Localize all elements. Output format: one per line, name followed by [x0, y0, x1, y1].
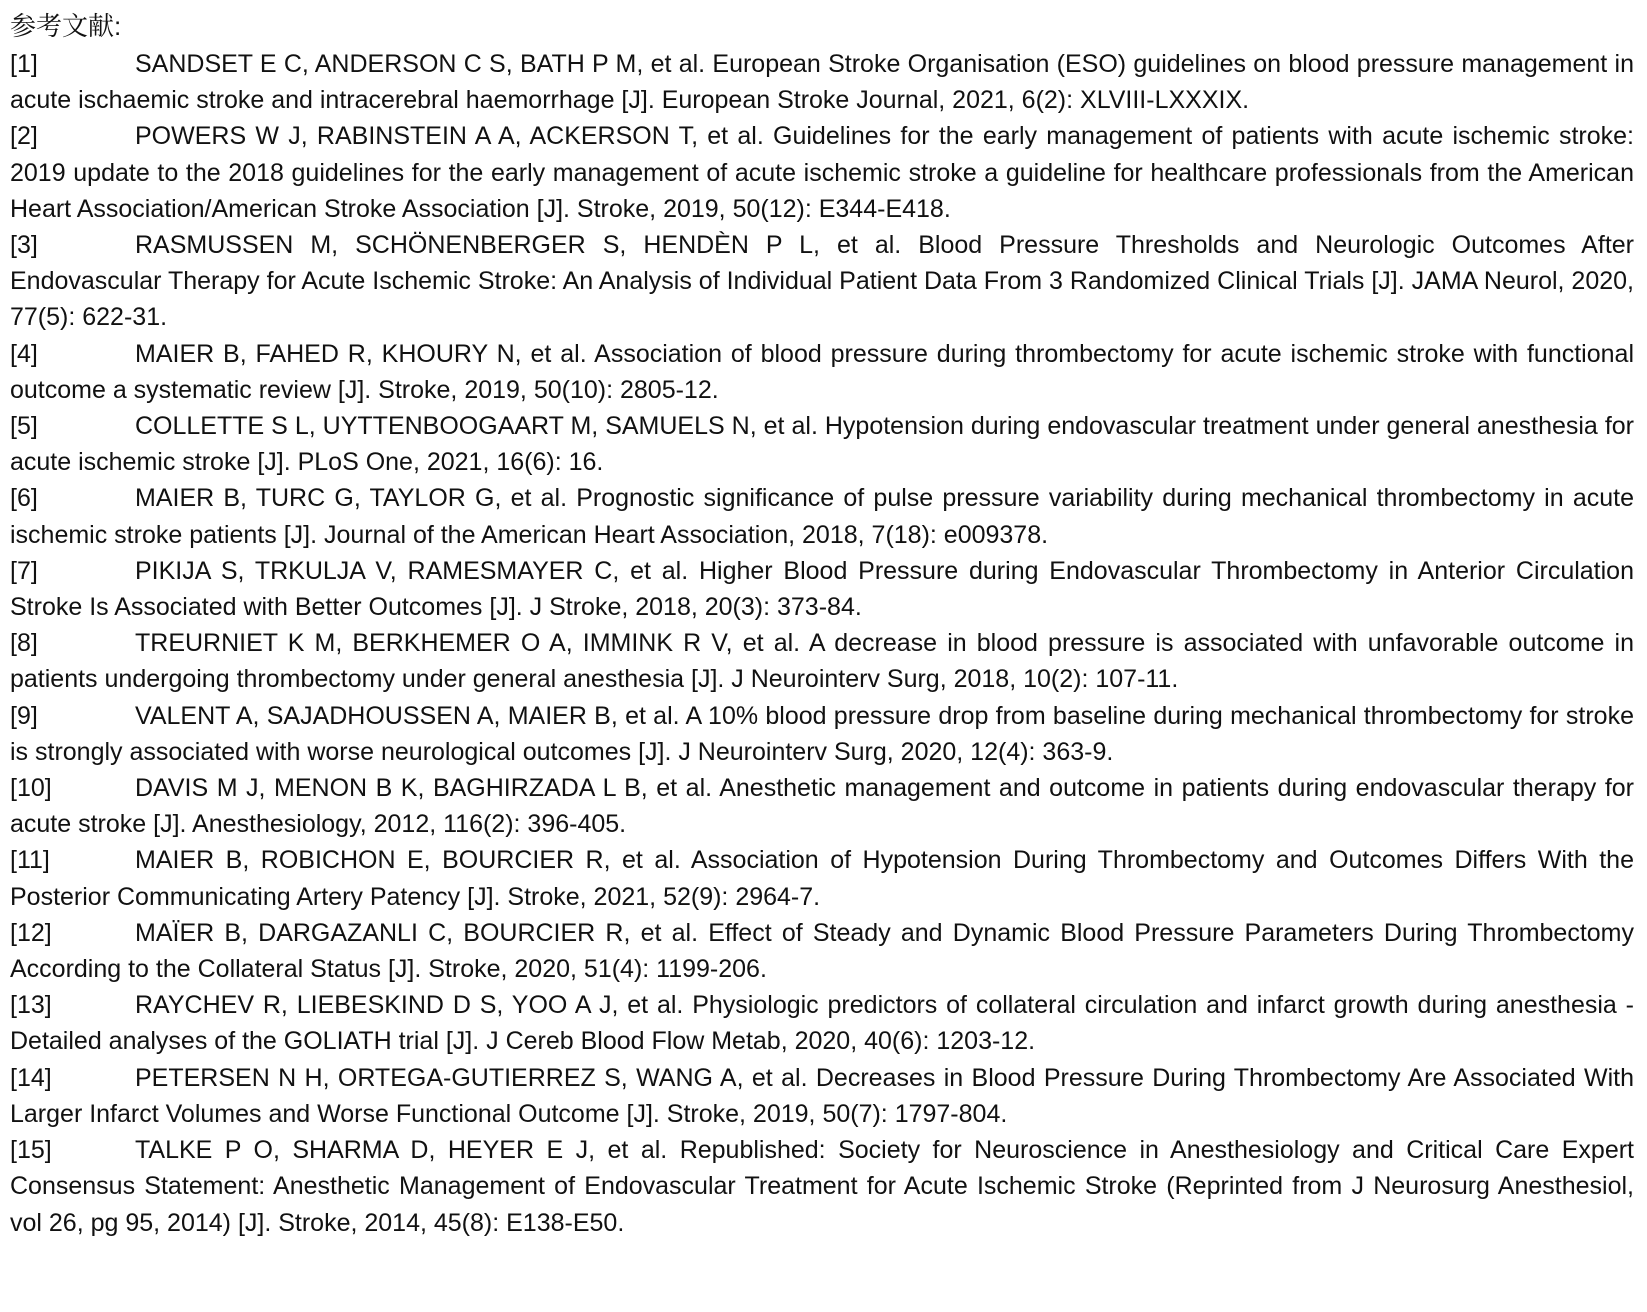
reference-text: PIKIJA S, TRKULJA V, RAMESMAYER C, et al. Higher Blood Pressure during Endovascular Thrombectomy in Anterior Circulation Stroke Is Associated with Better Outcomes [J]. J Stroke, 2018, 20(3): 373-84. — [10, 556, 1634, 622]
reference-item — [10, 480, 1634, 552]
reference-number: [14] — [10, 1063, 52, 1092]
reference-number: [5] — [10, 412, 38, 441]
reference-text: COLLETTE S L, UYTTENBOOGAART M, SAMUELS N, et al. Hypotension during endovascular treatment under general anesthesia for acute ischemic stroke [J]. PLoS One, 2021, 16(6): 16. — [10, 412, 1634, 477]
reference-item — [10, 553, 1634, 625]
reference-text: MAIER B, FAHED R, KHOURY N, et al. Association of blood pressure during thrombectomy for acute ischemic stroke with functional outcome a systematic review [J]. Stroke, 2019, 50(10): 2805-12. — [10, 339, 1634, 404]
reference-item — [10, 1132, 1634, 1241]
reference-number: [11] — [10, 846, 50, 875]
reference-number: [13] — [10, 991, 52, 1020]
reference-item — [10, 1060, 1634, 1132]
reference-number: [8] — [10, 629, 38, 658]
reference-number: [12] — [10, 918, 52, 947]
reference-list — [10, 46, 1634, 1241]
reference-text: RAYCHEV R, LIEBESKIND D S, YOO A J, et al. Physiologic predictors of collateral circulation and infarct growth during anesthesia - Detailed analyses of the GOLIATH trial [J]. J Cereb Blood Flow Metab, 2020, 40(6): 1203-12. — [10, 991, 1634, 1056]
reference-text: VALENT A, SAJADHOUSSEN A, MAIER B, et al. A 10% blood pressure drop from baseline during mechanical thrombectomy for stroke is strongly associated with worse neurological outcomes [J]. J Neurointerv Surg, 2020, 12(4): 363-9. — [10, 701, 1634, 766]
reference-text: MAIER B, ROBICHON E, BOURCIER R, et al. Association of Hypotension During Thrombectomy and Outcomes Differs With the Posterior Communicating Artery Patency [J]. Stroke, 2021, 52(9): 2964-7. — [10, 846, 1634, 911]
reference-item — [10, 408, 1634, 480]
reference-number: [9] — [10, 701, 38, 730]
reference-item — [10, 915, 1634, 987]
reference-text: POWERS W J, RABINSTEIN A A, ACKERSON T, et al. Guidelines for the early management of patients with acute ischemic stroke: 2019 update to the 2018 guidelines for the early management of acute ischemic stroke a guideline for healthcare professionals from the American Heart Association/American Stroke Association [J]. Stroke, 2019, 50(12): E344-E418. — [10, 122, 1634, 223]
reference-number: [7] — [10, 556, 38, 585]
reference-item — [10, 227, 1634, 336]
reference-text: PETERSEN N H, ORTEGA-GUTIERREZ S, WANG A, et al. Decreases in Blood Pressure During Thrombectomy Are Associated With Larger Infarct Volumes and Worse Functional Outcome [J]. Stroke, 2019, 50(7): 1797-804. — [10, 1063, 1634, 1128]
reference-item — [10, 842, 1634, 914]
reference-item — [10, 698, 1634, 770]
reference-text: MAÏER B, DARGAZANLI C, BOURCIER R, et al. Effect of Steady and Dynamic Blood Pressure Parameters During Thrombectomy According to the Collateral Status [J]. Stroke, 2020, 51(4): 1199-206. — [10, 918, 1634, 984]
reference-item — [10, 46, 1634, 118]
reference-number: [2] — [10, 122, 38, 151]
reference-text: SANDSET E C, ANDERSON C S, BATH P M, et al. European Stroke Organisation (ESO) guidelines on blood pressure management in acute ischaemic stroke and intracerebral haemorrhage [J]. European Stroke Journal, 2021, 6(2): XLVIII-LXXXIX. — [10, 50, 1634, 115]
references-heading: 参考文献: — [10, 11, 122, 41]
reference-item — [10, 987, 1634, 1059]
reference-item — [10, 118, 1634, 227]
reference-number: [1] — [10, 50, 38, 78]
reference-text: TREURNIET K M, BERKHEMER O A, IMMINK R V, et al. A decrease in blood pressure is associated with unfavorable outcome in patients undergoing thrombectomy under general anesthesia [J]. J Neurointerv Surg, 2018, 10(2): 107-11. — [10, 629, 1634, 694]
reference-text: MAIER B, TURC G, TAYLOR G, et al. Prognostic significance of pulse pressure variability during mechanical thrombectomy in acute ischemic stroke patients [J]. Journal of the American Heart Association, 2018, 7(18): e009378. — [10, 484, 1634, 549]
reference-number: [15] — [10, 1136, 52, 1165]
reference-number: [3] — [10, 231, 38, 260]
reference-number: [4] — [10, 339, 38, 368]
reference-text: RASMUSSEN M, SCHÖNENBERGER S, HENDÈN P L, et al. Blood Pressure Thresholds and Neurologic Outcomes After Endovascular Therapy for Acute Ischemic Stroke: An Analysis of Individual Patient Data From 3 Randomized Clinical Trials [J]. JAMA Neurol, 2020, 77(5): 622-31. — [10, 231, 1634, 332]
reference-number: [10] — [10, 774, 52, 803]
reference-item — [10, 770, 1634, 842]
reference-item — [10, 336, 1634, 408]
reference-number: [6] — [10, 484, 38, 513]
reference-text: DAVIS M J, MENON B K, BAGHIRZADA L B, et al. Anesthetic management and outcome in patients during endovascular therapy for acute stroke [J]. Anesthesiology, 2012, 116(2): 396-405. — [10, 774, 1634, 839]
reference-text: TALKE P O, SHARMA D, HEYER E J, et al. Republished: Society for Neuroscience in Anesthesiology and Critical Care Expert Consensus Statement: Anesthetic Management of Endovascular Treatment for Acute Ischemic Stroke (Reprinted from J Neurosurg Anesthesiol, vol 26, pg 95, 2014) [J]. Stroke, 2014, 45(8): E138-E50. — [10, 1136, 1634, 1237]
reference-item — [10, 625, 1634, 697]
